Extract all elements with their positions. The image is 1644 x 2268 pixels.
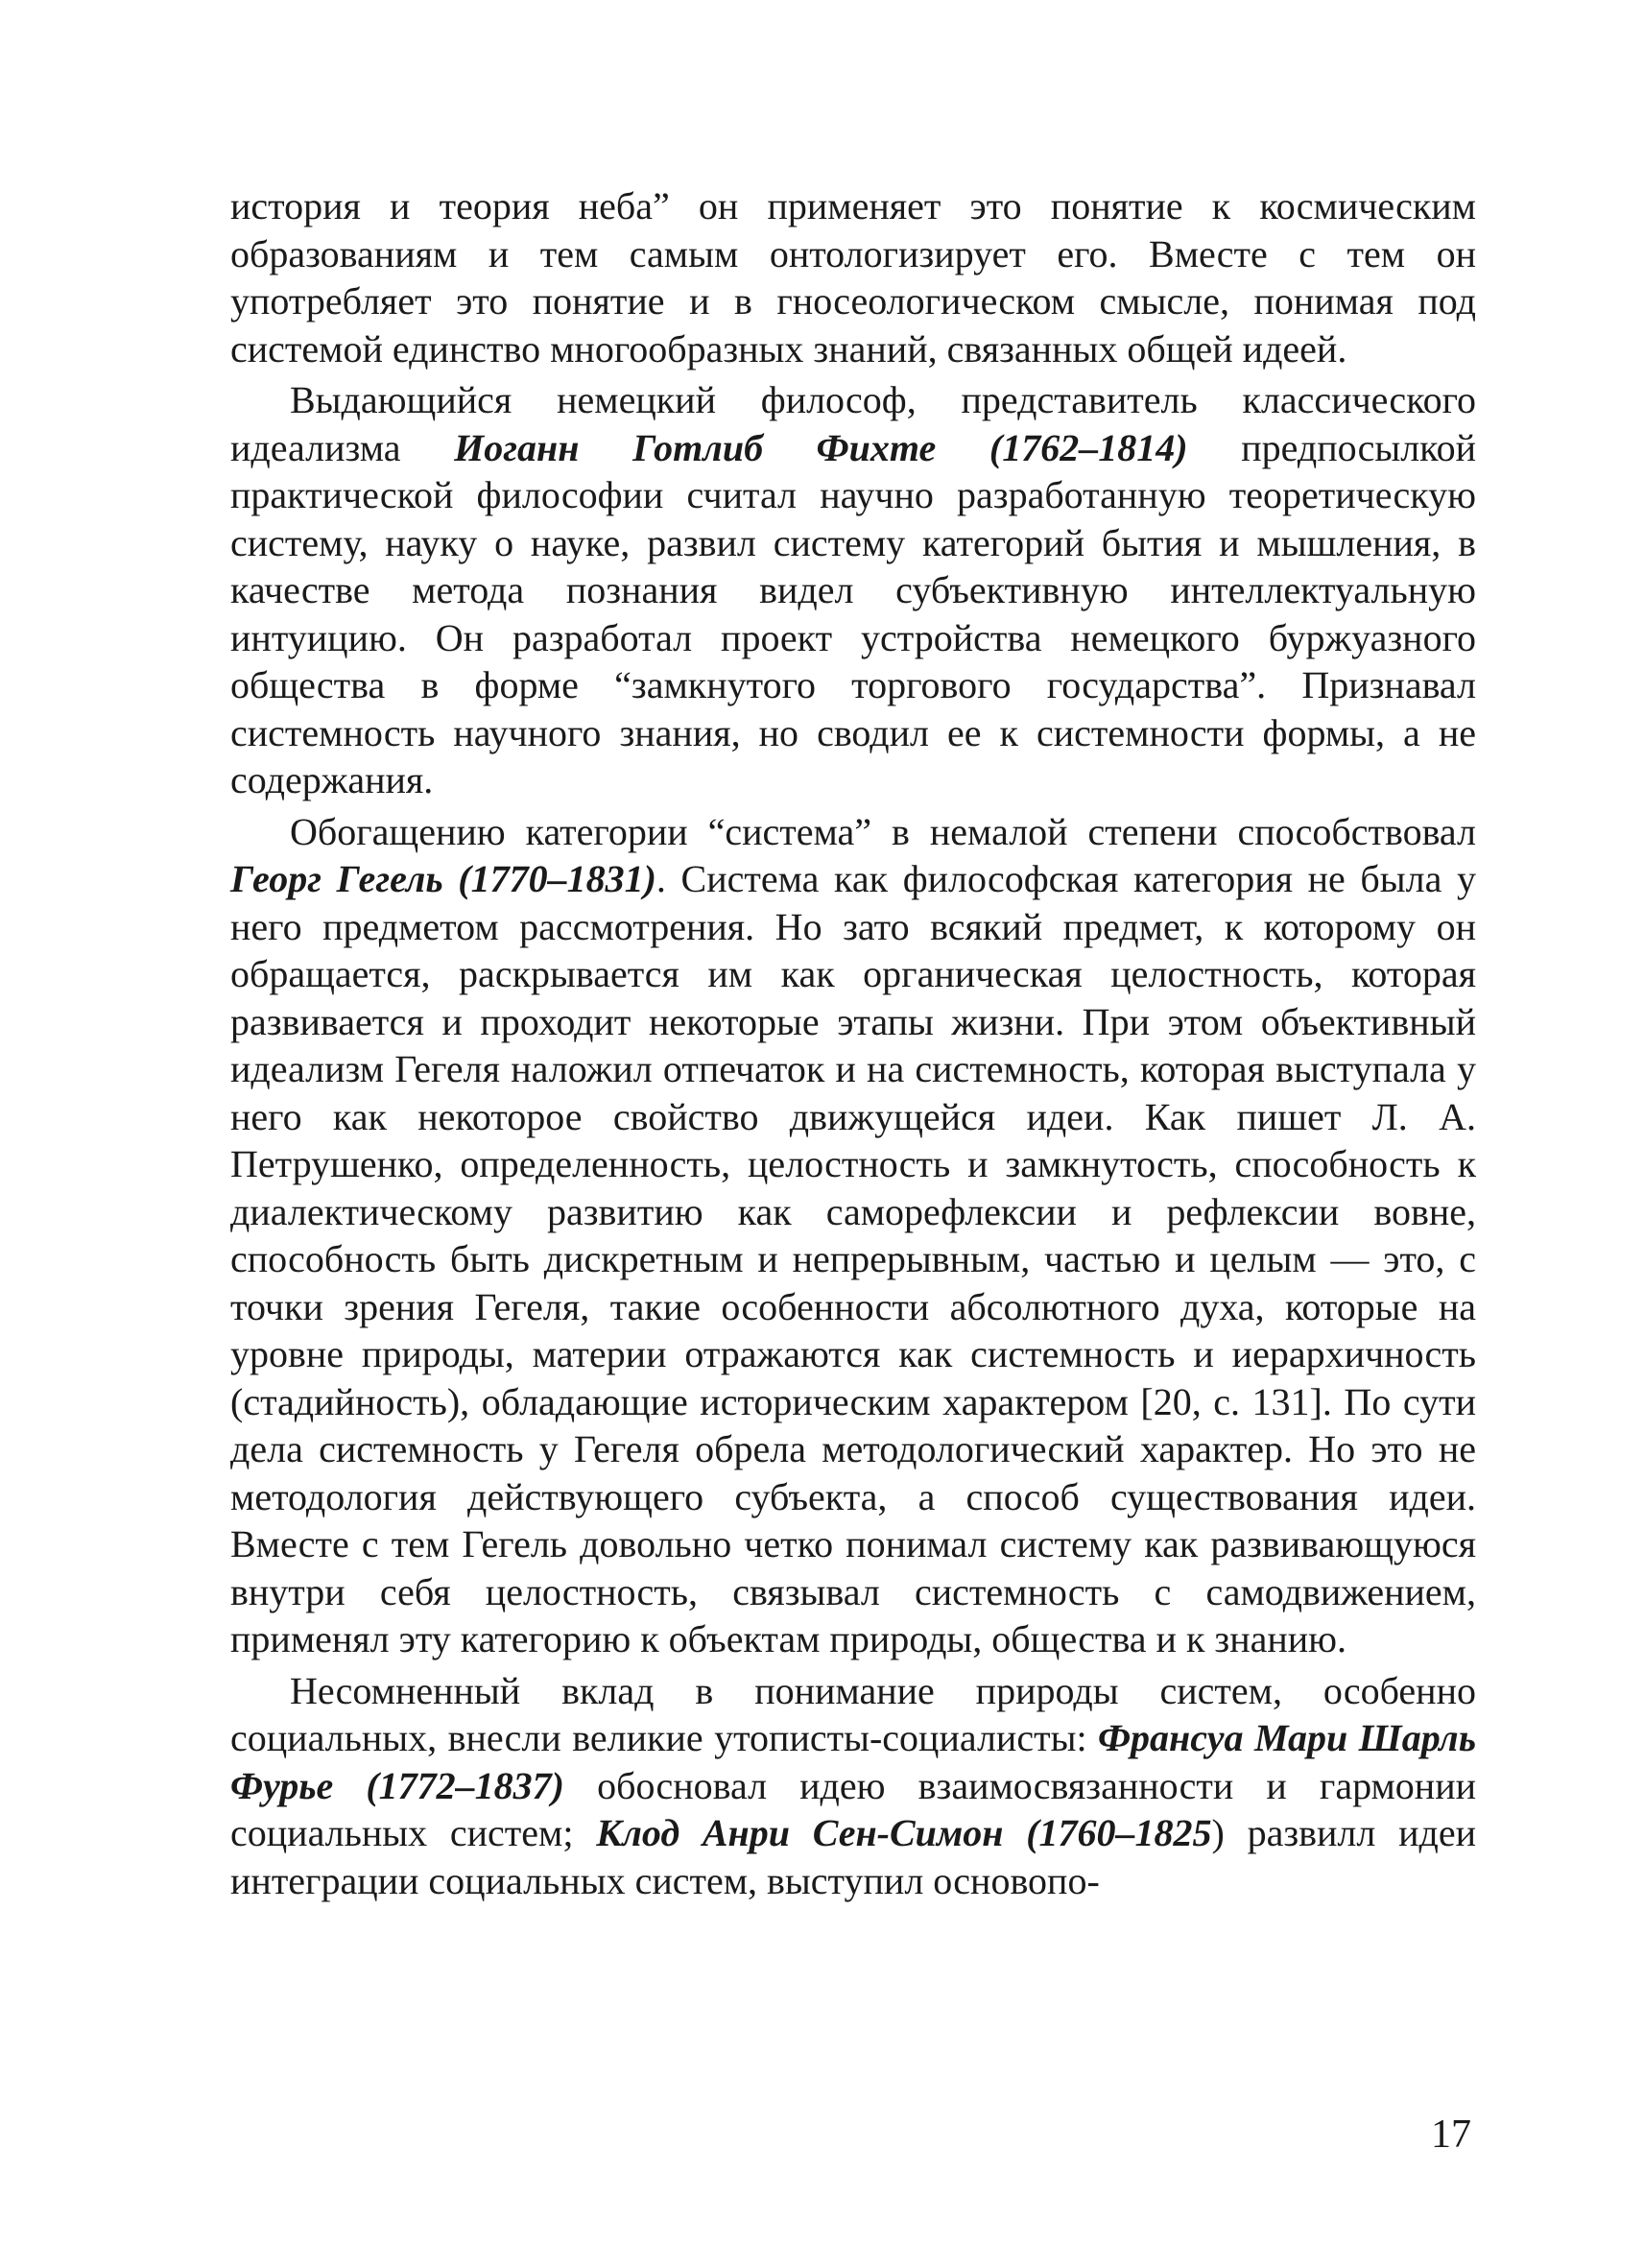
name-fourier: Франсуа Мари Шарль Фурье (1772–1837) [230,1716,1476,1807]
paragraph-3-text-b: . Система как философская категория не была у него предметом рассмотрения. Но зато всякий предмет, к которому он обращается, раскрывается им как органическая целостность, которая развивается и проходит некоторые этапы жизни. При этом объективный идеализм Гегеля наложил отпечаток и на системность, которая выступала у него как некоторое свойство движущейся идеи. Как пишет Л. А. Петрушенко, определенность, целостность и замкнутость, способность к диалектическому развитию как саморефлексии и рефлексии вовне, способность быть дискретным и непрерывным, частью и целым — это, с точки зрения Гегеля, такие особенности абсолютного духа, которые на уровне природы, материи отражаются как системность и иерархичность (стадийность), обладающие историческим характером [20, с. 131]. По сути дела системность у Гегеля обрела методологический характер. Но это не методология действующего субъекта, а способ существования идеи. Вместе с тем Гегель довольно четко понимал систему как развивающуюся внутри себя целостность, связывал системность с самодвижением, применял эту категорию к объектам природы, общества и к знанию. [230,857,1477,1660]
paragraph-4-text-a: Несомненный вклад в понимание природы систем, особенно социальных, внесли великие утописты-социалисты: [230,1668,1476,1759]
name-saint-simon: Клод Анри Сен-Симон (1760–1825 [596,1811,1212,1854]
page-body [230,182,1476,1908]
paragraph-3-text-a: Обогащению категории “система” в немалой степени способствовал [290,809,1476,853]
paragraph-3 [230,808,1476,1663]
paragraph-4 [230,1667,1476,1905]
name-hegel: Георг Гегель (1770–1831) [230,857,656,900]
paragraph-1 [230,182,1476,372]
paragraph-2-text-b: предпосылкой практической философии считал научно разработанную теоретическую систему, науку о науке, развил систему категорий бытия и мышления, в качестве метода познания видел субъективную интеллектуальную интуицию. Он разработал проект устройства немецкого буржуазного общества в форме “замкнутого торгового государства”. Признавал системность научного знания, но сводил ее к системности формы, а не содержания. [230,425,1476,801]
paragraph-1-text: история и теория неба” он применяет это понятие к космическим образованиям и тем самым онтологизирует его. Вместе с тем он употребляет это понятие и в гносеологическом смысле, понимая под системой единство многообразных знаний, связанных общей идеей. [230,184,1476,370]
paragraph-2-text-a: Выдающийся немецкий философ, представитель классического идеализма [230,378,1476,469]
paragraph-4-text-b: обосновал идею взаимосвязанности и гармонии социальных систем; [230,1763,1477,1854]
paragraph-2 [230,376,1476,804]
name-fichte: Иоганн Готлиб Фихте (1762–1814) [454,425,1188,469]
page-number: 17 [1431,2113,1471,2157]
paragraph-4-text-c: ) развилл идеи интеграции социальных систем, выступил основопо- [230,1811,1476,1902]
